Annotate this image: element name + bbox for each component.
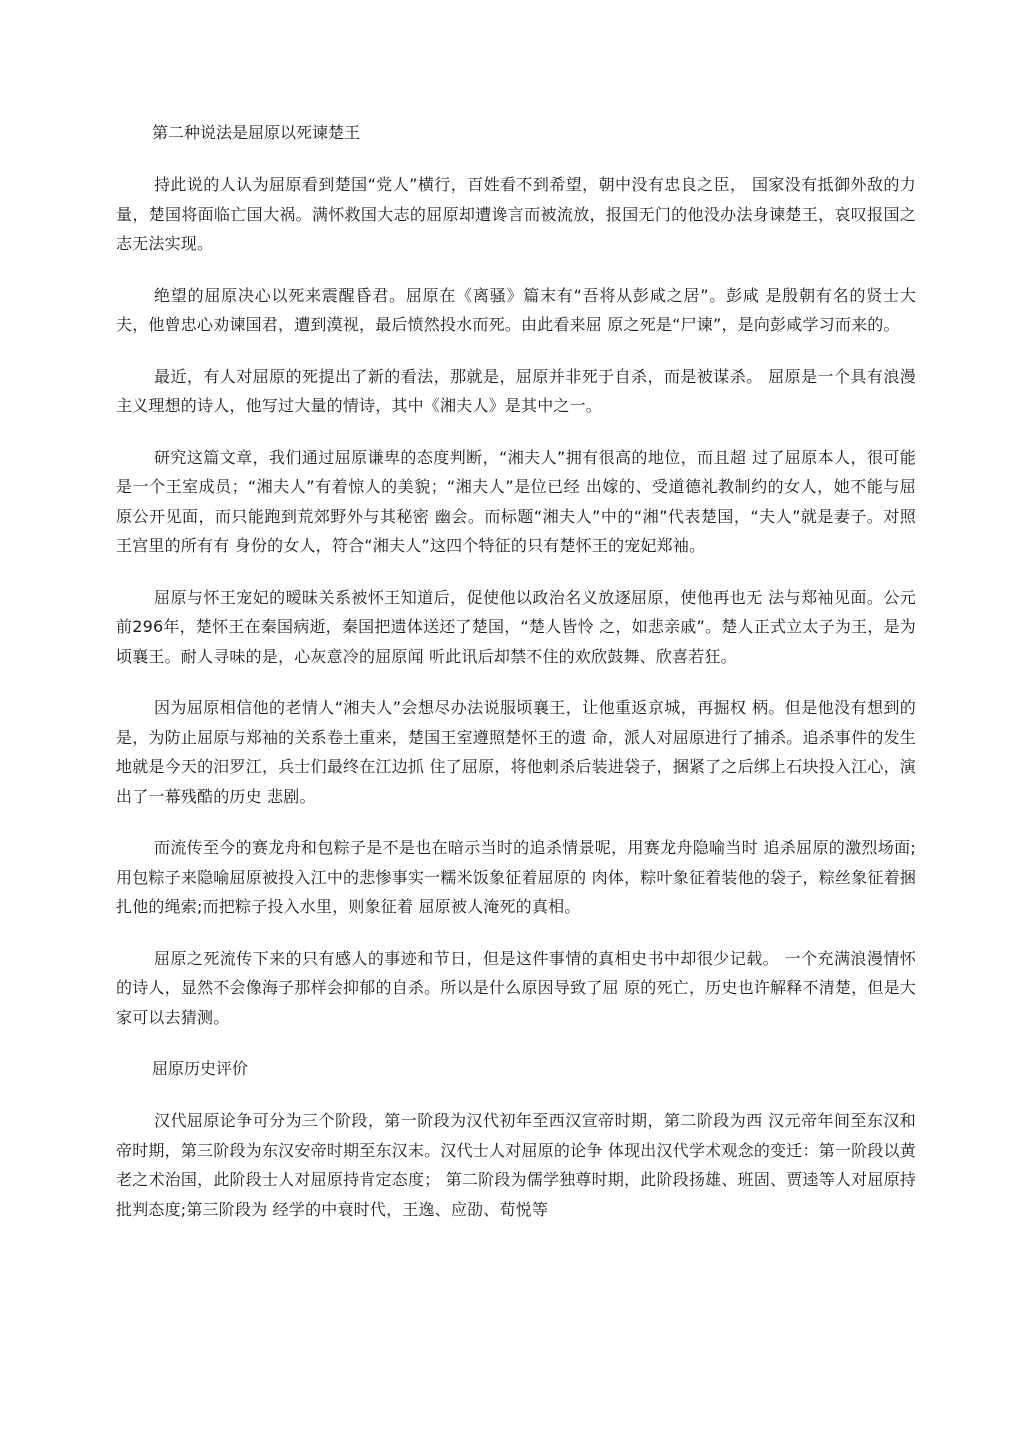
paragraph: 而流传至今的赛龙舟和包粽子是不是也在暗示当时的追杀情景呢，用赛龙舟隐喻当时 追杀屈原的激烈场面;用包粽子来隐喻屈原被投入江中的悲惨事实一糯米饭象征着屈原的 肉体，粽叶象征着装他的袋子，粽丝象征着捆扎他的绳索;而把粽子投入水里，则象征着 屈原被人淹死的真相。 (116, 838, 916, 916)
paragraph: 绝望的屈原决心以死来震醒昏君。屈原在《离骚》篇末有“吾将从彭咸之居”。彭咸 是殷朝有名的贤士大夫，他曾忠心劝谏国君，遭到漠视，最后愤然投水而死。由此看来屈 原之死是“尸谏”，是向彭咸学习而来的。 (116, 285, 916, 334)
document-body (116, 118, 916, 1246)
paragraph: 屈原之死流传下来的只有感人的事迹和节日，但是这件事情的真相史书中却很少记载。 一个充满浪漫情怀的诗人，显然不会像海子那样会抑郁的自杀。所以是什么原因导致了屈 原的死亡，历史也许解释不清楚，但是大家可以去猜测。 (116, 948, 916, 1027)
paragraph: 汉代屈原论争可分为三个阶段，第一阶段为汉代初年至西汉宣帝时期，第二阶段为西 汉元帝年间至东汉和帝时期，第三阶段为东汉安帝时期至东汉末。汉代士人对屈原的论争 体现出汉代学术观念的变迁：第一阶段以黄老之术治国，此阶段士人对屈原持肯定态度； 第二阶段为儒学独尊时期，此阶段扬雄、班固、贾逵等人对屈原持批判态度;第三阶段为 经学的中衰时代，王逸、应劭、荀悦等 (116, 1111, 916, 1219)
paragraph: 最近，有人对屈原的死提出了新的看法，那就是，屈原并非死于自杀，而是被谋杀。 屈原是一个具有浪漫主义理想的诗人，他写过大量的情诗，其中《湘夫人》是其中之一。 (116, 366, 916, 415)
section-heading-second-theory: 第二种说法是屈原以死谏楚王 (152, 123, 361, 142)
paragraph: 屈原与怀王宠妃的暧昧关系被怀王知道后，促使他以政治名义放逐屈原，使他再也无 法与郑袖见面。公元前296年，楚怀王在秦国病逝，秦国把遗体送还了楚国，“楚人皆怜 之，如悲亲戚”。楚人正式立太子为王，是为顷襄王。耐人寻味的是，心灰意冷的屈原闻 听此讯后却禁不住的欢欣鼓舞、欣喜若狂。 (116, 587, 916, 666)
paragraph: 持此说的人认为屈原看到楚国“党人”横行，百姓看不到希望，朝中没有忠良之臣， 国家没有抵御外敌的力量，楚国将面临亡国大祸。满怀救国大志的屈原却遭谗言而被流放，报国无门的他没办法身谏楚王，哀叹报国之志无法实现。 (116, 175, 916, 253)
paragraph: 因为屈原相信他的老情人“湘夫人”会想尽办法说服顷襄王，让他重返京城，再掘权 柄。但是他没有想到的是，为防止屈原与郑袖的关系卷土重来，楚国王室遵照楚怀王的遗 命，派人对屈原进行了捕杀。追杀事件的发生地就是今天的汨罗江，兵士们最终在江边抓 住了屈原，将他刺杀后装进袋子，捆紧了之后绑上石块投入江心，演出了一幕残酷的历史 悲剧。 (116, 698, 916, 806)
paragraph: 研究这篇文章，我们通过屈原谦卑的态度判断，“湘夫人”拥有很高的地位，而且超 过了屈原本人，很可能是一个王室成员；“湘夫人”有着惊人的美貌；“湘夫人”是位已经 出嫁的、受道德礼教制约的女人，她不能与屈原公开见面，而只能跑到荒郊野外与其秘密 幽会。而标题“湘夫人”中的“湘”代表楚国，“夫人”就是妻子。对照王宫里的所有有 身份的女人，符合“湘夫人”这四个特征的只有楚怀王的宠妃郑袖。 (116, 447, 916, 555)
section-heading-evaluation: 屈原历史评价 (152, 1059, 249, 1078)
